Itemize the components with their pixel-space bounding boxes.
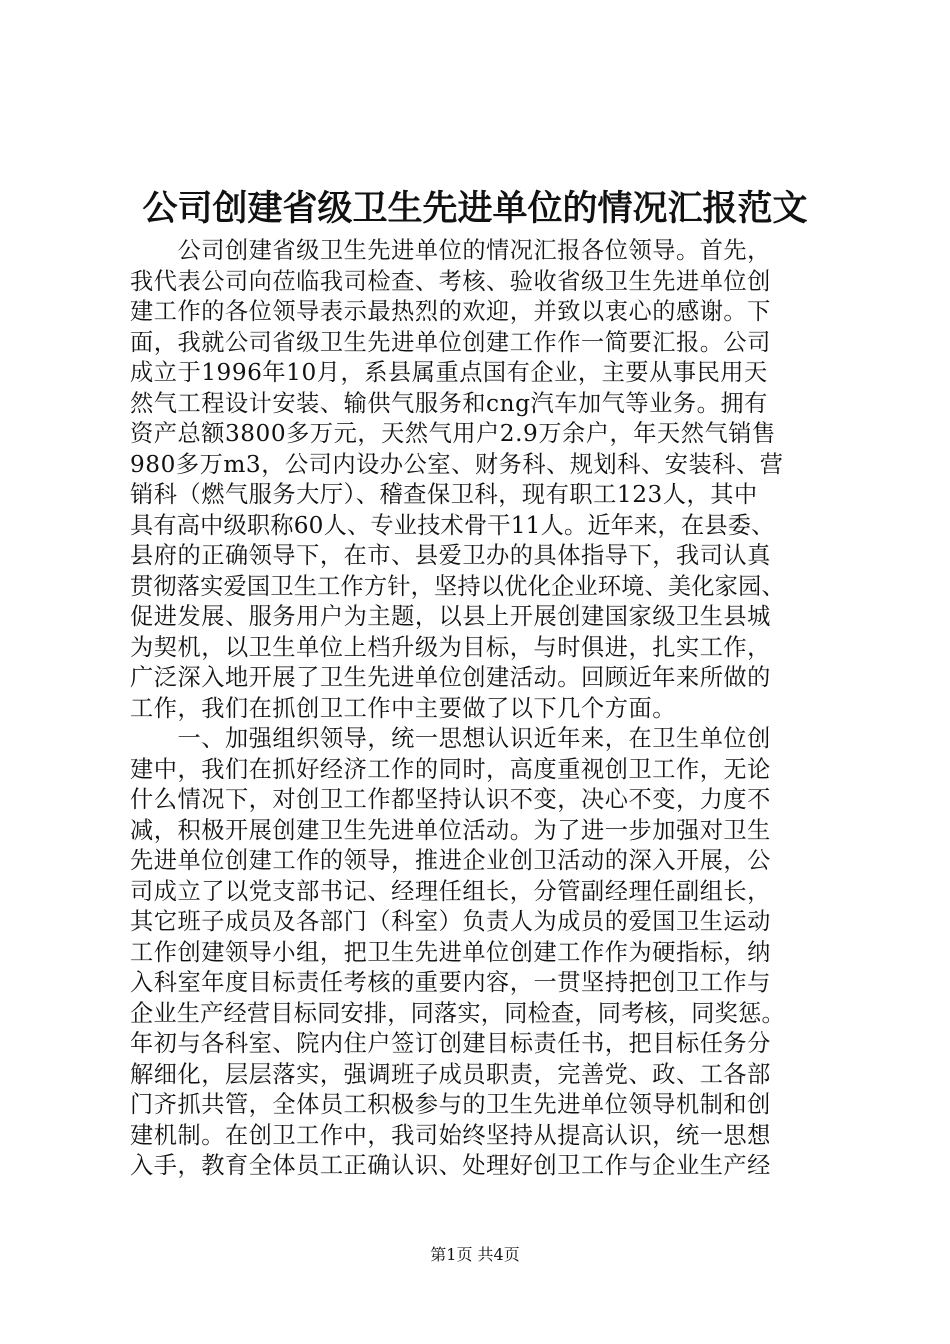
body-line: 我代表公司向莅临我司检查、考核、验收省级卫生先进单位创 xyxy=(130,267,771,295)
body-line: 建机制。在创卫工作中，我司始终坚持从提高认识，统一思想 xyxy=(130,1121,771,1149)
body-line: 门齐抓共管，全体员工积极参与的卫生先进单位领导机制和创 xyxy=(130,1091,771,1118)
body-line: 促进发展、服务用户为主题，以县上开展创建国家级卫生县城 xyxy=(130,603,771,630)
document-title: 公司创建省级卫生先进单位的情况汇报范文 xyxy=(142,188,808,229)
body-line: 建中，我们在抓好经济工作的同时，高度重视创卫工作，无论 xyxy=(130,755,771,783)
body-line: 先进单位创建工作的领导，推进企业创卫活动的深入开展，公 xyxy=(130,847,771,874)
body-line: 广泛深入地开展了卫生先进单位创建活动。回顾近年来所做的 xyxy=(130,664,771,691)
body-line: 980多万m3，公司内设办公室、财务科、规划科、安装科、营 xyxy=(130,450,784,478)
body-line: 具有高中级职称60人、专业技术骨干11人。近年来，在县委、 xyxy=(130,511,775,539)
body-line: 成立于1996年10月，系县属重点国有企业，主要从事民用天 xyxy=(130,359,768,386)
body-line: 资产总额3800多万元，天然气用户2.9万余户，年天然气销售 xyxy=(130,420,776,447)
body-line: 企业生产经营目标同安排，同落实，同检查，同考核，同奖惩。 xyxy=(130,999,785,1027)
body-line: 面，我就公司省级卫生先进单位创建工作作一简要汇报。公司 xyxy=(130,328,771,356)
body-line: 然气工程设计安装、输供气服务和cng汽车加气等业务。拥有 xyxy=(130,389,768,417)
body-line: 年初与各科室、院内住户签订创建目标责任书，把目标任务分 xyxy=(130,1030,771,1057)
body-line: 什么情况下，对创卫工作都坚持认识不变，决心不变，力度不 xyxy=(130,786,771,813)
body-line: 工作，我们在抓创卫工作中主要做了以下几个方面。 xyxy=(130,694,676,722)
body-line: 公司创建省级卫生先进单位的情况汇报各位领导。首先， xyxy=(130,237,771,264)
body-line: 入手，教育全体员工正确认识、处理好创卫工作与企业生产经 xyxy=(130,1152,771,1179)
body-line: 销科（燃气服务大厅）、稽查保卫科，现有职工123人，其中 xyxy=(130,481,758,508)
body-line: 入科室年度目标责任考核的重要内容，一贯坚持把创卫工作与 xyxy=(130,969,771,996)
body-line: 建工作的各位领导表示最热烈的欢迎，并致以衷心的感谢。下 xyxy=(130,298,771,325)
body-line: 贯彻落实爱国卫生工作方针，坚持以优化企业环境、美化家园、 xyxy=(130,572,785,600)
body-line: 其它班子成员及各部门（科室）负责人为成员的爱国卫生运动 xyxy=(130,908,771,935)
document-body xyxy=(130,236,830,1182)
body-line: 县府的正确领导下，在市、县爱卫办的具体指导下，我司认真 xyxy=(130,542,771,569)
body-line: 为契机，以卫生单位上档升级为目标，与时俱进，扎实工作， xyxy=(130,633,771,661)
body-line: 减，积极开展创建卫生先进单位活动。为了进一步加强对卫生 xyxy=(130,816,771,844)
body-line: 工作创建领导小组，把卫生先进单位创建工作作为硬指标，纳 xyxy=(130,938,771,966)
body-line: 解细化，层层落实，强调班子成员职责，完善党、政、工各部 xyxy=(130,1060,771,1088)
body-line: 司成立了以党支部书记、经理任组长，分管副经理任副组长， xyxy=(130,877,771,905)
page-footer: 第1页 共4页 xyxy=(430,1245,520,1264)
body-line: 一、加强组织领导，统一思想认识近年来，在卫生单位创 xyxy=(130,725,771,752)
